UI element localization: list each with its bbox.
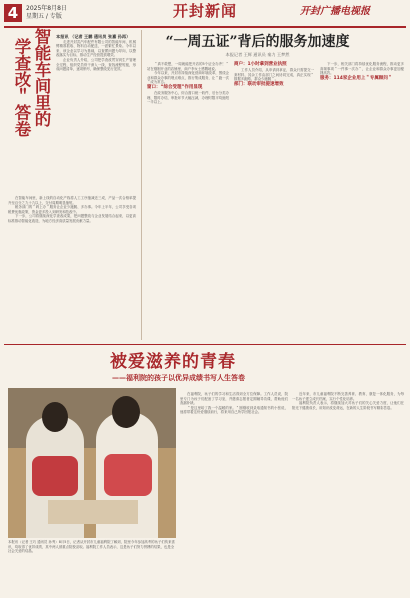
- main-story-paragraph: ＂真不敢想，一周就能把开店的5个证全办齐！＂站在刚刚开业的店铺里，商户李女士感慨地说。: [147, 62, 229, 71]
- left-story-paragraph: 税务部门的＂码上办＂服务让企业少跑腿、多办事。今年上半年，公司享受各项税费优惠政策，资金更多投入到研发和技改中。: [8, 205, 136, 214]
- feature-subheadline: ——福利院的孩子以优异成绩书写人生答卷: [112, 374, 245, 382]
- main-subhead: 窗口：“综合受理”作用显现: [147, 84, 203, 90]
- feature-caption: 本报讯（记者 王巧 通讯员 孙秀）8月5日，记者从开封市儿童福利院了解到，院里今年参加高考的孩子们传来喜讯，均取得了优异成绩，其中两人被重点院校录取。福利院工作人员表示，这是孩子们努力拼搏的结果，也是全社会关爱的结晶。: [8, 540, 175, 554]
- left-story-column: [56, 34, 136, 72]
- feature-paragraph: 在福利院，孩子们的学习和生活得到全方位保障。工作人员说，院里专门为孩子们配备了学习室，并邀请志愿者定期辅导功课，帮助他们查漏补缺。: [180, 392, 288, 406]
- main-story-paragraph: 工作人员介绍，从申请到拿证，群众只需提交一套材料，其余工作由部门之间协同完成，真正实现＂数据多跑路、群众少跑腿＂。: [234, 68, 314, 82]
- main-subhead: 商户：1小时拿到营业执照: [234, 62, 287, 67]
- feature-paragraph: 福利院负责人表示，将继续加大对孩子们的关心关爱力度，让他们在阳光下健康成长，用知识改变命运，在新的人生阶段书写精彩答卷。: [292, 401, 404, 410]
- main-story-column: [234, 62, 314, 88]
- main-story-column: [320, 62, 404, 82]
- main-story-column: [147, 62, 229, 105]
- main-story-paragraph: 今年以来，开封市持续深化营商环境改革，围绕企业和群众办事的堵点难点，推行集成服务，让＂跑一次＂成为常态。: [147, 71, 229, 85]
- page-number: 4: [4, 4, 22, 22]
- main-byline: 本报记者 王辉 通讯员 秦力 王梦然: [225, 52, 290, 57]
- feature-column: [292, 392, 404, 410]
- main-subhead: 服务：114家企业用上＂专属顾问＂: [320, 75, 393, 81]
- main-story-paragraph: 在政务服务中心，综合窗口统一收件、后台分类办理、限时办结，审批环节大幅压减，办理时限平均缩短一半以上。: [147, 90, 229, 105]
- main-subhead: 部门：联动审批提速增效: [234, 81, 284, 87]
- left-story-byline: 本报讯 （记者 王鹏 通讯员 张嘉 孙再）: [56, 34, 131, 39]
- left-headline-part-2: 学查改＂答卷: [12, 38, 31, 137]
- feature-column: [180, 392, 288, 415]
- feature-paragraph: 近年来，市儿童福利院不断完善养育、教育、康复一体化服务，为每一名孩子建立成长档案，实行个性化培养。: [292, 392, 404, 401]
- masthead-rule: [4, 26, 406, 28]
- left-story-paragraph: 企业负责人介绍，公司把学查改贯穿到生产管理全过程，组织党员骨干深入一线，查找流程短板，形成问题清单，逐项销号，确保整改见行见效。: [56, 57, 136, 72]
- left-headline-part-1: 智能车间里的: [32, 28, 51, 127]
- feature-paragraph: ＂是这里给了我一个温暖的家。＂刚刚收到录取通知书的小张说，他将带着这份爱继续前行，将来用自己所学回报社会。: [180, 405, 288, 415]
- feature-rule: [4, 344, 406, 345]
- left-story-paragraph: 下一步，公司将继续深化学查改成果，把问题整改与企业发展结合起来，以更高标准推动智能化改造，为地方经济高质量发展贡献力量。: [8, 214, 136, 223]
- newspaper-name: 开封广播电视报: [300, 6, 370, 17]
- feature-headline: 被爱滋养的青春: [110, 352, 236, 372]
- left-story-paragraph: 在智能车间里，新上线的自动化产线将人工工序缩减近三成，产品一次合格率提升至百分之九十九以上，交付周期明显缩短。: [8, 196, 136, 205]
- issue-date: 2025年8月8日: [26, 5, 67, 12]
- main-headline: “一周五证”背后的服务加速度: [165, 34, 350, 50]
- left-story-column: [8, 196, 136, 224]
- feature-photo: [8, 388, 176, 538]
- column-divider: [141, 30, 142, 340]
- left-story-paragraph: 走进开封武汽车配件有限公司的智能车间，机械臂精准抓取、物料自动配送，一派繁忙景象。今年以来，该企业以学习为基础，以查摆问题为导向，以整改落实为目标，推动生产经营提质增效。: [56, 39, 136, 58]
- section-title: 开封新闻: [173, 2, 238, 20]
- main-story-paragraph: 下一步，相关部门将持续优化服务流程，推动更多高频事项＂一件事一次办＂，让企业和群众办事更加便捷高效。: [320, 62, 404, 76]
- issue-weekday: 星期五 / 专版: [26, 13, 62, 20]
